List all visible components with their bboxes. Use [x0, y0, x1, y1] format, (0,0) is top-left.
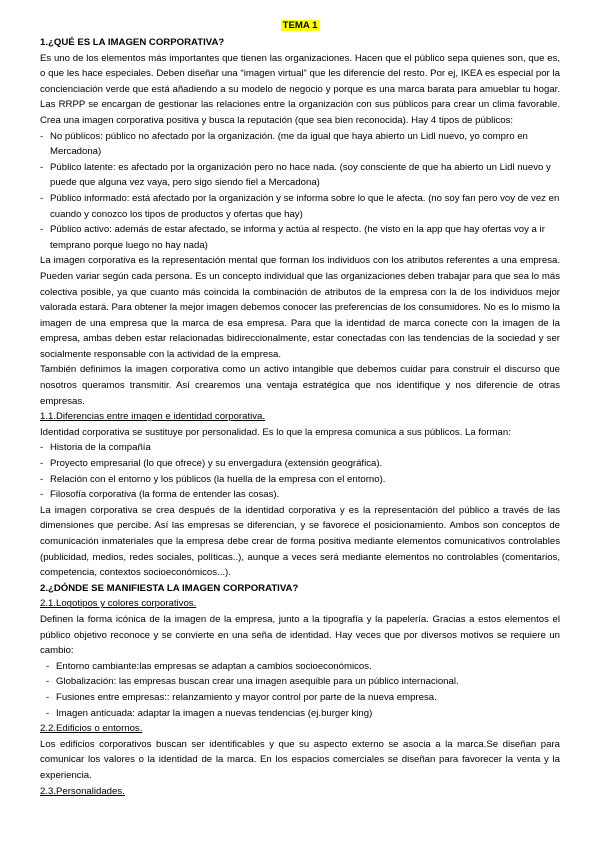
- section-1-heading: 1.¿QUÉ ES LA IMAGEN CORPORATIVA?: [40, 37, 225, 48]
- title-highlight: TEMA 1: [282, 20, 318, 31]
- list-item: - Historia de la compañía: [40, 440, 560, 456]
- section-1-paragraph-3: También definimos la imagen corporativa como un activo intangible que debemos cuidar para construir el discurso que nosotros queramos transmitir. Así crearemos una ventaja estratégica que nos identifique y nos diferencie de otras empresas.: [40, 364, 560, 407]
- changes-list: [40, 659, 560, 721]
- list-item: - Fusiones entre empresas:: relanzamiento y mayor control por parte de la nueva empresa.: [40, 690, 560, 706]
- subsection-1-1-heading: 1.1.Diferencias entre imagen e identidad corporativa.: [40, 411, 266, 423]
- list-item: - Proyecto empresarial (lo que ofrece) y su envergadura (extensión geográfica).: [40, 456, 560, 472]
- subsection-2-2-paragraph: Los edificios corporativos buscan ser identificables y que su aspecto externo se asocia a la marca.Se diseñan para comunicar los valores o la identidad de la marca. En los espacios comerciales se diseñan para favorecer la venta y la experiencia.: [40, 738, 560, 781]
- list-item: - Imagen anticuada: adaptar la imagen a nuevas tendencias (ej.burger king): [40, 706, 560, 722]
- document-page: [40, 20, 560, 799]
- subsection-2-3-heading: 2.3.Personalidades.: [40, 785, 125, 797]
- list-item: - Filosofía corporativa (la forma de entender las cosas).: [40, 487, 560, 503]
- list-item: - Público latente: es afectado por la organización pero no hace nada. (soy consciente de que ha abierto un Lidl nuevo y puede que alguna vez vaya, pero sigo siendo fiel a Mercadona): [40, 160, 560, 191]
- list-item: - Relación con el entorno y los públicos (la huella de la empresa con el entorno).: [40, 472, 560, 488]
- section-1-paragraph-1: Es uno de los elementos más importantes que tienen las organizaciones. Hacen que el público sepa quienes son, que es, o que les hace especiales. Deben diseñar una “imagen virtual” que les diferencie del resto. Por ej, IKEA es especial por la concienciación verde que está añadiendo a su modelo de negocio y porque es una marca barata para amueblar tu hogar. Las RRPP se encargan de gestionar las relaciones entre la organización con sus públicos para crear un clima favorable. Crea una imagen corporativa positiva y busca la reputación (que sea bien reconocida). Hay 4 tipos de públicos:: [40, 52, 560, 126]
- document-title: [40, 20, 560, 31]
- subsection-1-1-paragraph-2: La imagen corporativa se crea después de la identidad corporativa y es la representación del público a través de las dimensiones que percibe. Así las empresas se diferencian, y se favorece el posicionamiento. Ambos son conceptos de comunicación inmateriales que la empresa debe crear de forma positiva mediante elementos comunicativos controlables (publicidad, medios, redes sociales, políticas..), aunque a veces será mediante elementos no controlables (comentarios, competencia, contextos socioeconómicos...).: [40, 504, 560, 579]
- section-2-heading: 2.¿DÓNDE SE MANIFIESTA LA IMAGEN CORPORATIVA?: [40, 582, 299, 594]
- subsection-2-2-heading: 2.2.Edificios o entornos.: [40, 723, 143, 735]
- list-item: - Público informado: está afectado por la organización y se informa sobre lo que le afecta. (no soy fan pero voy de vez en cuando y conozco los tipos de productos y ofertas que hay): [40, 191, 560, 222]
- subsection-2-1-heading: 2.1.Logotipos y colores corporativos.: [40, 598, 197, 610]
- subsection-2-1-paragraph: Definen la forma icónica de la imagen de la empresa, junto a la tipografía y la papelería. Gracias a estos elementos el público objetivo reconoce y se convierte en una seña de identidad. Hay veces que por diversos motivos se requiere un cambio:: [40, 613, 560, 657]
- subsection-1-1-paragraph-1: Identidad corporativa se sustituye por personalidad. Es lo que la empresa comunica a sus públicos. La forman:: [40, 426, 511, 438]
- list-item: - Público activo: además de estar afectado, se informa y actúa al respecto. (he visto en la app que hay ofertas voy a ir temprano porque luego no hay nada): [40, 222, 560, 253]
- list-item: - No públicos: público no afectado por la organización. (me da igual que haya abierto un Lidl nuevo, yo compro en Mercadona): [40, 129, 560, 160]
- list-item: - Entorno cambiante:las empresas se adaptan a cambios socioeconómicos.: [40, 659, 560, 675]
- identity-list: [40, 440, 560, 502]
- section-1-paragraph-2: La imagen corporativa es la representación mental que forman los individuos con los atributos referentes a una empresa. Pueden variar según cada persona. Es un concepto individual que las organizaciones deben trabajar para que sea lo más colectiva posible, ya que cuanto más coincida la combinación de atributos de la empresa con la de los individuos mejor valorada estará. Para obtener la mejor imagen debemos conocer las preferencias de los consumidores. No es lo mismo la imagen de una empresa que la marca de esa empresa. Para que la identidad de marca conecte con la imagen de la empresa, ambas deben estar relacionadas bidireccionalmente, estar conectadas con las tendencias de la sociedad y ser socialmente responsable con la actividad de la empresa.: [40, 255, 560, 360]
- list-item: - Globalización: las empresas buscan crear una imagen asequible para un público internacional.: [40, 674, 560, 690]
- publics-list: [40, 129, 560, 254]
